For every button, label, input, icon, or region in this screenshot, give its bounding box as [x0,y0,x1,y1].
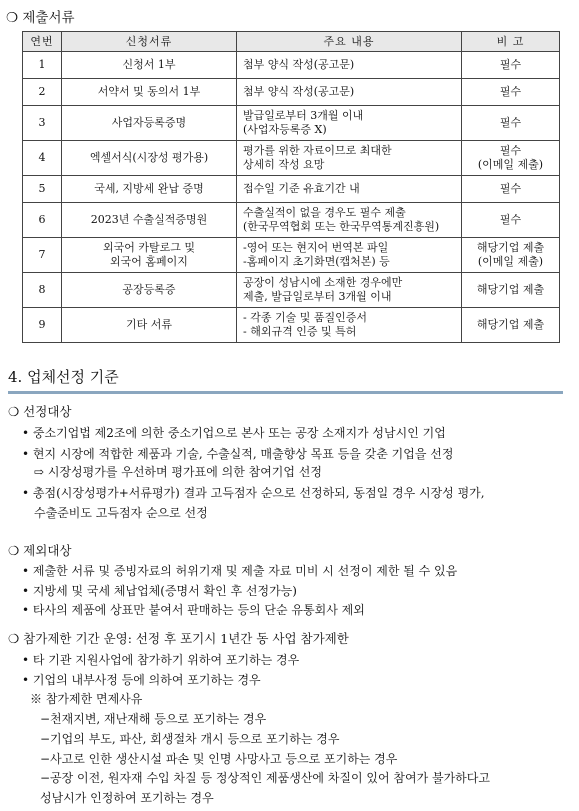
row-number: 7 [23,238,62,273]
cell-line: 평가를 위한 자료이므로 최대한 [243,144,392,157]
content-cell [237,273,462,308]
cell-line: (이메일 제출) [477,255,544,268]
cell-line: 해당기업 제출 [476,283,545,296]
cell-line: 필수 [499,213,522,226]
row-number: 6 [23,203,62,238]
cell-line: 접수일 기준 유효기간 내 [243,182,360,195]
bullet: • 제출한 서류 및 증빙자료의 허위기재 및 제출 자료 미비 시 선정이 제한 될 수 있음 [22,564,458,578]
table-row [23,176,560,203]
exemption-heading: ※ 참가제한 면제사유 [30,692,143,706]
content-cell [237,176,462,203]
content-cell [237,238,462,273]
section-divider [8,391,563,394]
exemption-item: −천재지변, 재난재해 등으로 포기하는 경우 [40,712,267,726]
cell-line: 공장이 성남시에 소재한 경우에만 [243,276,403,289]
col-header-note: 비 고 [462,32,560,52]
doc-name-cell [62,141,237,176]
cell-line: 공장등록증 [122,283,176,296]
doc-name-cell [62,176,237,203]
cell-line: 필수 [499,58,522,71]
cell-line: 첨부 양식 작성(공고문) [243,85,355,98]
col-header-doc: 신청서류 [62,32,237,52]
cell-line: - 각종 기술 및 품질인증서 [243,311,367,324]
doc-name-cell [62,106,237,141]
table-row [23,238,560,273]
exemption-item: −기업의 부도, 파산, 회생절차 개시 등으로 포기하는 경우 [40,732,340,746]
note-cell [462,79,560,106]
cell-line: 기타 서류 [125,318,172,331]
subhead-exclusion: ❍ 제외대상 [8,543,72,558]
bullet: • 총점(시장성평가+서류평가) 결과 고득점자 순으로 선정하되, 동점일 경우 시장성 평가, [22,486,485,500]
exemption-item: −공장 이전, 원자재 수입 차질 등 정상적인 제품생산에 차질이 있어 참여가 불가하다고 [40,771,490,785]
note-cell [462,308,560,343]
note-cell [462,176,560,203]
bullet: • 타사의 제품에 상표만 붙여서 판매하는 등의 단순 유통회사 제외 [22,603,365,617]
cell-line: 서약서 및 동의서 1부 [97,85,201,98]
subhead-selection: ❍ 선정대상 [8,404,72,419]
bullet: • 기업의 내부사정 등에 의하여 포기하는 경우 [22,673,261,687]
row-number: 2 [23,79,62,106]
doc-name-cell [62,238,237,273]
doc-name-cell [62,79,237,106]
cell-line: 2023년 수출실적증명원 [90,213,208,226]
cell-line: 외국어 홈페이지 [110,255,188,268]
note-cell [462,106,560,141]
table-row [23,106,560,141]
cell-line: 해당기업 제출 [476,318,545,331]
doc-name-cell [62,308,237,343]
section-4-title: 4. 업체선정 기준 [8,368,119,386]
doc-name-cell [62,273,237,308]
content-cell [237,79,462,106]
cell-line: 상세히 작성 요망 [243,158,325,171]
note-cell [462,238,560,273]
doc-name-cell [62,52,237,79]
cell-line: 엑셀서식(시장성 평가용) [89,151,209,164]
cell-line: (한국무역협회 또는 한국무역통계진흥원) [243,220,440,233]
row-number: 5 [23,176,62,203]
content-cell [237,106,462,141]
table-row [23,203,560,238]
note-cell [462,203,560,238]
subhead-restriction: ❍ 참가제한 기간 운영: 선정 후 포기시 1년간 동 사업 참가제한 [8,631,349,646]
col-header-content: 주요 내용 [237,32,462,52]
table-row [23,141,560,176]
note-cell [462,52,560,79]
row-number: 9 [23,308,62,343]
table-row [23,79,560,106]
cell-line: 수출실적이 없을 경우도 필수 제출 [243,206,406,219]
cell-line: 국세, 지방세 완납 증명 [94,182,204,195]
content-cell [237,203,462,238]
cell-line: 사업자등록증명 [111,116,187,129]
row-number: 3 [23,106,62,141]
bullet: • 지방세 및 국세 체납업체(증명서 확인 후 선정가능) [22,584,297,598]
table-row [23,52,560,79]
cell-line: 해당기업 제출 [476,241,545,254]
note-cell [462,141,560,176]
table-row [23,308,560,343]
content-cell [237,308,462,343]
row-number: 4 [23,141,62,176]
row-number: 8 [23,273,62,308]
note-cell [462,273,560,308]
cell-line: (이메일 제출) [477,158,544,171]
table-header-row [23,32,560,52]
cell-line: 제출, 발급일로부터 3개월 이내 [243,290,392,303]
cell-line: (사업자등록증 X) [243,123,327,136]
row-number: 1 [23,52,62,79]
bullet: • 타 기관 지원사업에 참가하기 위하여 포기하는 경우 [22,653,300,667]
cell-line: -홈페이지 초기화면(캡처본) 등 [243,255,390,268]
submission-docs-table [22,31,560,343]
cell-line: 필수 [499,182,522,195]
bullet: • 현지 시장에 적합한 제품과 기술, 수출실적, 매출향상 목표 등을 갖춘 기업을 선정 [22,447,454,461]
cell-line: 필수 [499,85,522,98]
cell-line: 필수 [499,116,522,129]
col-header-no: 연번 [23,32,62,52]
cell-line: -영어 또는 현지어 번역본 파일 [243,241,389,254]
cell-line: 발급일로부터 3개월 이내 [243,109,364,122]
content-cell [237,52,462,79]
cell-line: 신청서 1부 [122,58,176,71]
continuation: 성남시가 인정하여 포기하는 경우 [40,791,214,805]
table-row [23,273,560,308]
continuation: 수출준비도 고득점자 순으로 선정 [34,506,208,520]
cell-line: 첨부 양식 작성(공고문) [243,58,355,71]
arrow-note: ⇨ 시장성평가를 우선하며 평가표에 의한 참여기업 선정 [34,465,322,479]
cell-line: 외국어 카탈로그 및 [102,241,195,254]
submission-docs-heading: ❍ 제출서류 [6,10,75,26]
doc-name-cell [62,203,237,238]
cell-line: 필수 [499,144,522,157]
cell-line: - 해외규격 인증 및 특허 [243,325,357,338]
exemption-item: −사고로 인한 생산시설 파손 및 인명 사망사고 등으로 포기하는 경우 [40,752,398,766]
content-cell [237,141,462,176]
bullet: • 중소기업법 제2조에 의한 중소기업으로 본사 또는 공장 소재지가 성남시인 기업 [22,426,446,440]
